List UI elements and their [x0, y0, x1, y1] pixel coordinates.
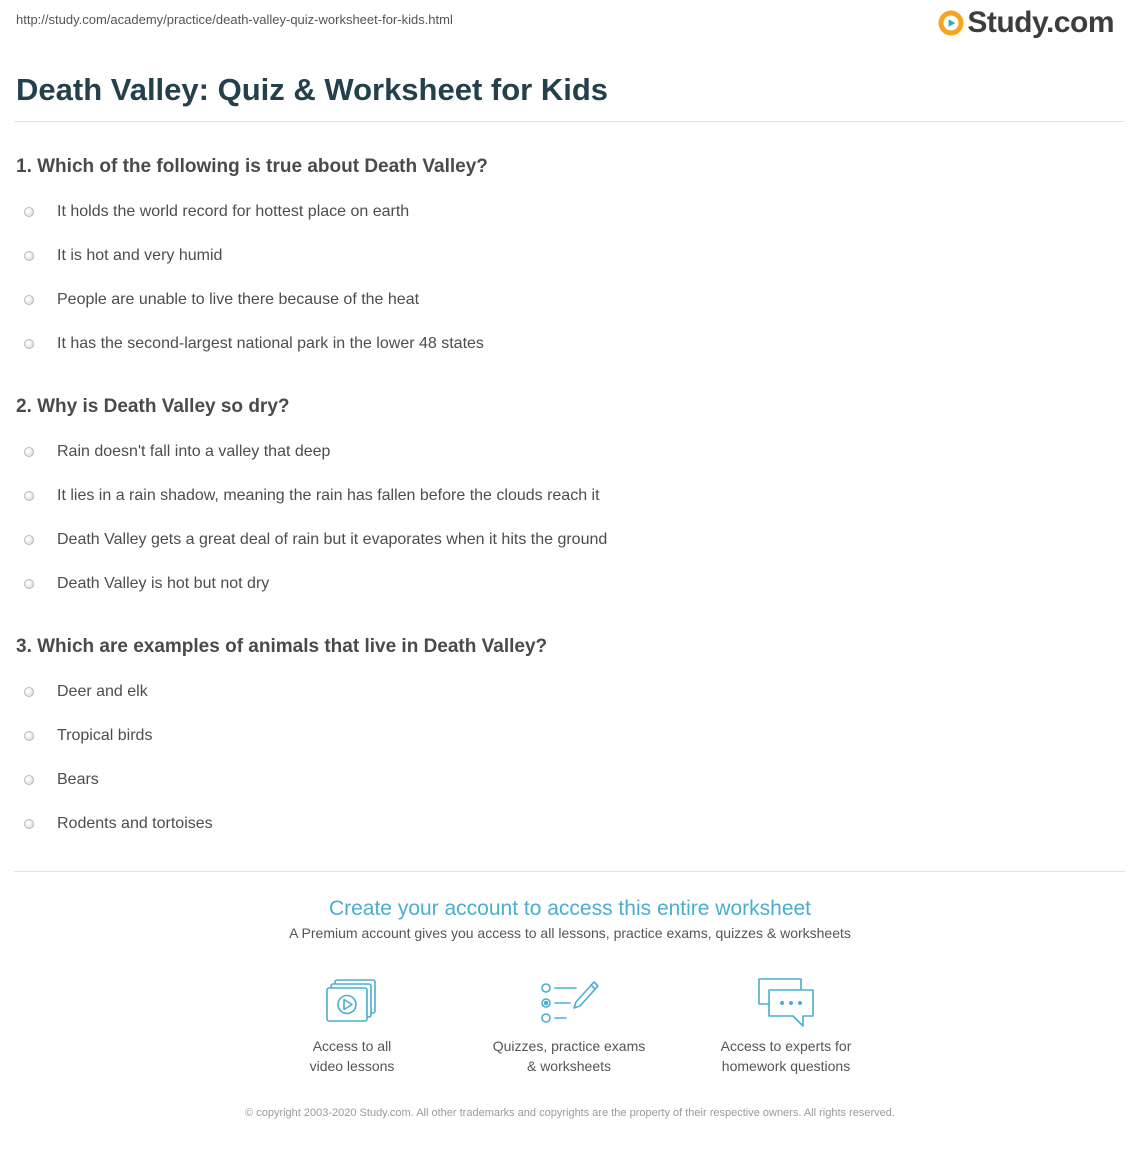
divider [14, 871, 1125, 872]
option-label: It lies in a rain shadow, meaning the rain has fallen before the clouds reach it [57, 487, 600, 504]
study-logo[interactable] [938, 8, 1114, 38]
answer-option[interactable] [16, 809, 1116, 853]
page-title: Death Valley: Quiz & Worksheet for Kids [16, 72, 609, 107]
feature-video-lessons [252, 976, 452, 1076]
feature-text-line: Access to all [312, 1038, 392, 1054]
question-text: 1. Which of the following is true about Death Valley? [16, 156, 488, 177]
option-label: Death Valley is hot but not dry [57, 575, 270, 592]
answer-option[interactable] [16, 569, 1116, 613]
question-1 [16, 153, 1116, 373]
answer-option[interactable] [16, 437, 1116, 481]
answer-options [16, 437, 1116, 613]
option-label: Bears [57, 771, 99, 788]
radio-button[interactable] [24, 251, 34, 261]
feature-quizzes [469, 976, 669, 1076]
logo-text: Study.com [967, 6, 1114, 39]
question-3 [16, 633, 1116, 853]
radio-button[interactable] [24, 535, 34, 545]
create-account-link[interactable]: Create your account to access this entire worksheet [328, 897, 812, 920]
feature-text-line: Quizzes, practice exams [492, 1038, 646, 1054]
option-label: Deer and elk [57, 683, 148, 700]
answer-option[interactable] [16, 285, 1116, 329]
page-url: http://study.com/academy/practice/death-valley-quiz-worksheet-for-kids.html [16, 12, 453, 27]
option-label: Tropical birds [57, 727, 153, 744]
radio-button[interactable] [24, 731, 34, 741]
radio-button[interactable] [24, 687, 34, 697]
signup-prompt [0, 895, 1140, 941]
answer-option[interactable] [16, 197, 1116, 241]
radio-button[interactable] [24, 207, 34, 217]
option-label: Rodents and tortoises [57, 815, 213, 832]
answer-option[interactable] [16, 241, 1116, 285]
answer-options [16, 677, 1116, 853]
feature-experts [686, 976, 886, 1076]
feature-text-line: & worksheets [526, 1058, 612, 1074]
radio-button[interactable] [24, 447, 34, 457]
feature-text-line: Access to experts for [720, 1038, 852, 1054]
option-label: Death Valley gets a great deal of rain but it evaporates when it hits the ground [57, 531, 608, 548]
option-label: It is hot and very humid [57, 247, 223, 264]
option-label: Rain doesn't fall into a valley that deep [57, 443, 331, 460]
option-label: People are unable to live there because of the heat [57, 291, 420, 308]
option-label: It holds the world record for hottest place on earth [57, 203, 410, 220]
play-circle-icon [938, 10, 964, 36]
video-lessons-icon [319, 976, 385, 1030]
answer-option[interactable] [16, 525, 1116, 569]
answer-option[interactable] [16, 765, 1116, 809]
copyright-footer: © copyright 2003-2020 Study.com. All other trademarks and copyrights are the property of their respective owners. All rights reserved. [245, 1107, 895, 1119]
radio-button[interactable] [24, 339, 34, 349]
answer-option[interactable] [16, 721, 1116, 765]
radio-button[interactable] [24, 819, 34, 829]
divider [14, 121, 1125, 122]
radio-button[interactable] [24, 491, 34, 501]
question-text: 3. Which are examples of animals that live in Death Valley? [16, 636, 548, 657]
premium-description: A Premium account gives you access to all lessons, practice exams, quizzes & worksheets [289, 925, 851, 941]
answer-option[interactable] [16, 677, 1116, 721]
radio-button[interactable] [24, 295, 34, 305]
quiz-checklist-icon [536, 976, 602, 1030]
radio-button[interactable] [24, 579, 34, 589]
option-label: It has the second-largest national park in the lower 48 states [57, 335, 484, 352]
feature-text-line: video lessons [309, 1058, 395, 1074]
answer-options [16, 197, 1116, 373]
answer-option[interactable] [16, 329, 1116, 373]
question-text: 2. Why is Death Valley so dry? [16, 396, 290, 417]
radio-button[interactable] [24, 775, 34, 785]
question-2 [16, 393, 1116, 613]
chat-bubbles-icon [753, 976, 819, 1030]
feature-text-line: homework questions [721, 1058, 851, 1074]
answer-option[interactable] [16, 481, 1116, 525]
